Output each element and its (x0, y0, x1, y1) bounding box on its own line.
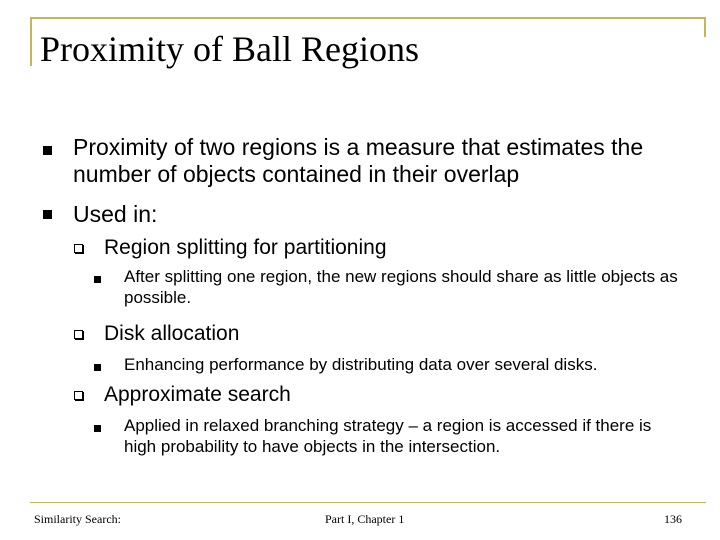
subitem-disk-allocation (104, 321, 684, 346)
bullet-text: Proximity of two regions is a measure that estimates the number of objects contained in their overlap (73, 134, 644, 187)
detail-region-splitting (124, 266, 694, 308)
subitem-region-splitting (104, 235, 684, 260)
hollow-square-bullet-icon (74, 244, 83, 253)
detail-disk-allocation (124, 354, 704, 375)
square-bullet-icon (94, 364, 101, 371)
slide-title: Proximity of Ball Regions (40, 29, 420, 69)
frame-right-line (704, 17, 706, 37)
frame-left-line (30, 17, 32, 66)
detail-text: Enhancing performance by distributing data over several disks. (124, 355, 598, 374)
square-bullet-icon (43, 210, 52, 219)
hollow-square-bullet-icon (74, 391, 83, 400)
bullet-text: Used in: (73, 201, 158, 227)
frame-top-line (30, 17, 706, 19)
subitem-text: Region splitting for partitioning (104, 236, 387, 259)
footer-center: Part I, Chapter 1 (325, 512, 405, 526)
subitem-approximate-search (104, 382, 684, 407)
square-bullet-icon (94, 276, 101, 283)
subitem-text: Approximate search (104, 383, 291, 406)
bullet-used-in (73, 201, 683, 228)
detail-approximate-search (124, 415, 684, 457)
frame-bottom-line (30, 502, 706, 503)
footer-left: Similarity Search: (34, 512, 121, 526)
hollow-square-bullet-icon (74, 330, 83, 339)
detail-text: Applied in relaxed branching strategy – a region is accessed if there is high probability to have objects in the intersection. (124, 416, 652, 456)
subitem-text: Disk allocation (104, 322, 240, 345)
page-number: 136 (664, 512, 682, 526)
detail-text: After splitting one region, the new regions should share as little objects as possible. (124, 267, 678, 307)
bullet-proximity (73, 134, 683, 188)
square-bullet-icon (43, 146, 52, 155)
square-bullet-icon (94, 425, 101, 432)
